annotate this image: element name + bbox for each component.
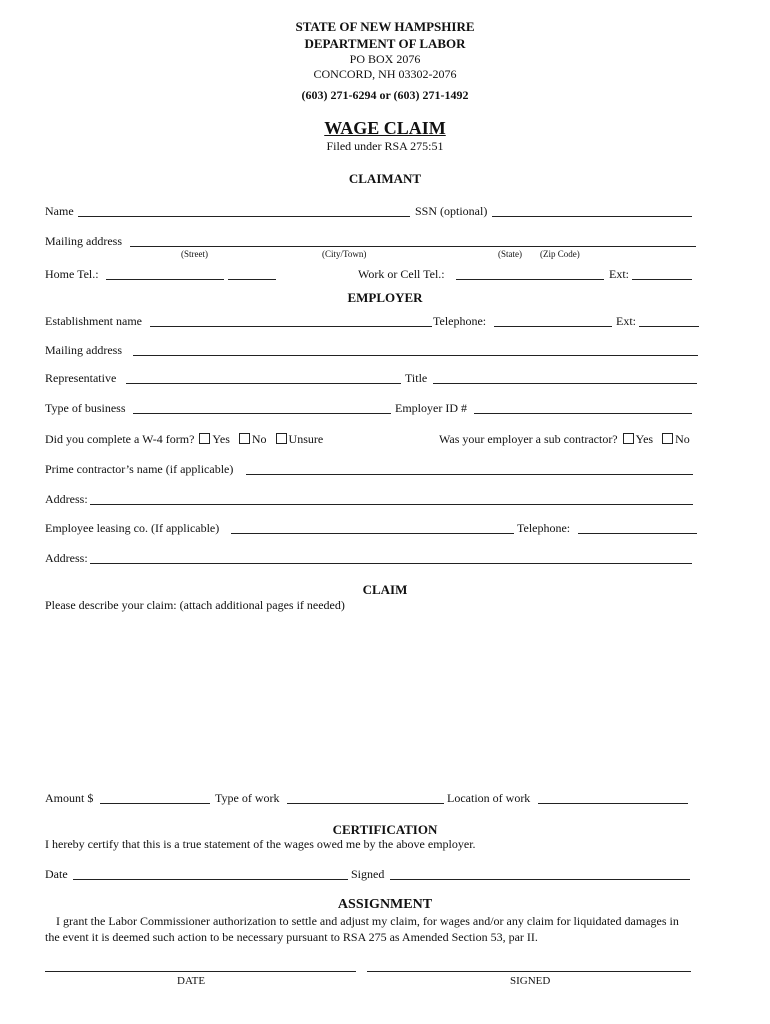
leasing-tel-label: Telephone:	[517, 521, 571, 535]
ssn-field[interactable]	[492, 216, 692, 217]
agency-phone: (603) 271-6294 or (603) 271-1492	[301, 88, 469, 102]
claim-description-area[interactable]	[45, 616, 705, 786]
claim-describe-label: Please describe your claim: (attach additional pages if needed)	[45, 598, 345, 612]
business-field[interactable]	[133, 413, 391, 414]
amount-field[interactable]	[100, 803, 210, 804]
assignment-heading: ASSIGNMENT	[337, 897, 433, 912]
establishment-field[interactable]	[150, 326, 432, 327]
cert-signed-field[interactable]	[390, 879, 690, 880]
type-of-work-label: Type of work	[215, 791, 280, 805]
cert-date-field[interactable]	[73, 879, 348, 880]
location-label: Location of work	[447, 791, 531, 805]
form-title: WAGE CLAIM	[324, 118, 446, 138]
employer-ext-field[interactable]	[639, 326, 699, 327]
form-subtitle: Filed under RSA 275:51	[326, 139, 444, 153]
agency-city: CONCORD, NH 03302-2076	[313, 67, 457, 81]
leasing-label: Employee leasing co. (If applicable)	[45, 521, 220, 535]
ssn-label: SSN (optional)	[415, 204, 488, 218]
name-field[interactable]	[78, 216, 410, 217]
representative-field[interactable]	[126, 383, 401, 384]
location-field[interactable]	[538, 803, 688, 804]
representative-label: Representative	[45, 371, 117, 385]
work-tel-field[interactable]	[456, 279, 604, 280]
employer-ext-label: Ext:	[616, 314, 636, 328]
prime-label: Prime contractor’s name (if applicable)	[45, 462, 234, 476]
rep-title-label: Title	[405, 371, 428, 385]
assign-signed-field[interactable]	[367, 971, 691, 972]
establishment-label: Establishment name	[45, 314, 142, 328]
home-tel-label: Home Tel.:	[45, 267, 99, 281]
claim-heading: CLAIM	[362, 582, 408, 597]
w4-no-label: No	[251, 432, 267, 446]
prime-address-label: Address:	[45, 492, 88, 506]
cert-date-label: Date	[45, 867, 68, 881]
assign-date-field[interactable]	[45, 971, 356, 972]
zip-caption: (Zip Code)	[540, 249, 580, 259]
sub-yes-checkbox[interactable]	[623, 433, 634, 444]
agency-state: STATE OF NEW HAMPSHIRE	[295, 19, 475, 34]
rep-title-field[interactable]	[433, 383, 697, 384]
state-caption: (State)	[498, 249, 522, 259]
agency-pobox: PO BOX 2076	[349, 52, 421, 66]
leasing-address-field[interactable]	[90, 563, 692, 564]
assign-signed-caption: SIGNED	[510, 975, 551, 987]
street-caption: (Street)	[181, 249, 208, 259]
sub-no-checkbox[interactable]	[662, 433, 673, 444]
cert-signed-label: Signed	[351, 867, 385, 881]
employer-tel-field[interactable]	[494, 326, 612, 327]
employer-tel-label: Telephone:	[433, 314, 487, 328]
prime-address-field[interactable]	[90, 504, 693, 505]
employer-mailing-field[interactable]	[133, 355, 698, 356]
w4-unsure-checkbox[interactable]	[276, 433, 287, 444]
home-tel-field-2[interactable]	[228, 279, 276, 280]
certification-text: I hereby certify that this is a true statement of the wages owed me by the above employer.	[45, 837, 476, 851]
leasing-field[interactable]	[231, 533, 514, 534]
w4-yes-checkbox[interactable]	[199, 433, 210, 444]
claimant-mailing-label: Mailing address	[45, 234, 122, 248]
employer-mailing-label: Mailing address	[45, 343, 122, 357]
home-tel-field[interactable]	[106, 279, 224, 280]
sub-question: Was your employer a sub contractor?	[439, 432, 618, 446]
amount-label: Amount $	[45, 791, 94, 805]
leasing-tel-field[interactable]	[578, 533, 697, 534]
w4-no-checkbox[interactable]	[239, 433, 250, 444]
certification-heading: CERTIFICATION	[332, 822, 438, 837]
claimant-ext-field[interactable]	[632, 279, 692, 280]
assignment-line1: I grant the Labor Commissioner authorization to settle and adjust my claim, for wages and/or any claim for liquidated damages in	[56, 914, 679, 928]
claimant-ext-label: Ext:	[609, 267, 629, 281]
sub-yes-label: Yes	[635, 432, 654, 446]
agency-dept: DEPARTMENT OF LABOR	[304, 36, 466, 51]
name-label: Name	[45, 204, 74, 218]
work-tel-label: Work or Cell Tel.:	[358, 267, 445, 281]
sub-no-label: No	[675, 432, 690, 446]
w4-unsure-label: Unsure	[288, 432, 324, 446]
leasing-address-label: Address:	[45, 551, 88, 565]
type-of-work-field[interactable]	[287, 803, 444, 804]
assignment-line2: the event it is deemed such action to be necessary pursuant to RSA 275 as Amended Section 53, par II.	[45, 930, 538, 944]
business-label: Type of business	[45, 401, 126, 415]
sub-row	[439, 432, 690, 447]
employer-id-label: Employer ID #	[395, 401, 467, 415]
claimant-heading: CLAIMANT	[348, 171, 422, 186]
w4-question: Did you complete a W-4 form?	[45, 432, 195, 446]
employer-heading: EMPLOYER	[347, 290, 423, 305]
citytown-caption: (City/Town)	[322, 249, 367, 259]
claimant-mailing-field[interactable]	[130, 246, 696, 247]
w4-yes-label: Yes	[212, 432, 230, 446]
employer-id-field[interactable]	[474, 413, 692, 414]
assign-date-caption: DATE	[177, 975, 206, 987]
w4-row	[45, 432, 323, 447]
prime-field[interactable]	[246, 474, 693, 475]
